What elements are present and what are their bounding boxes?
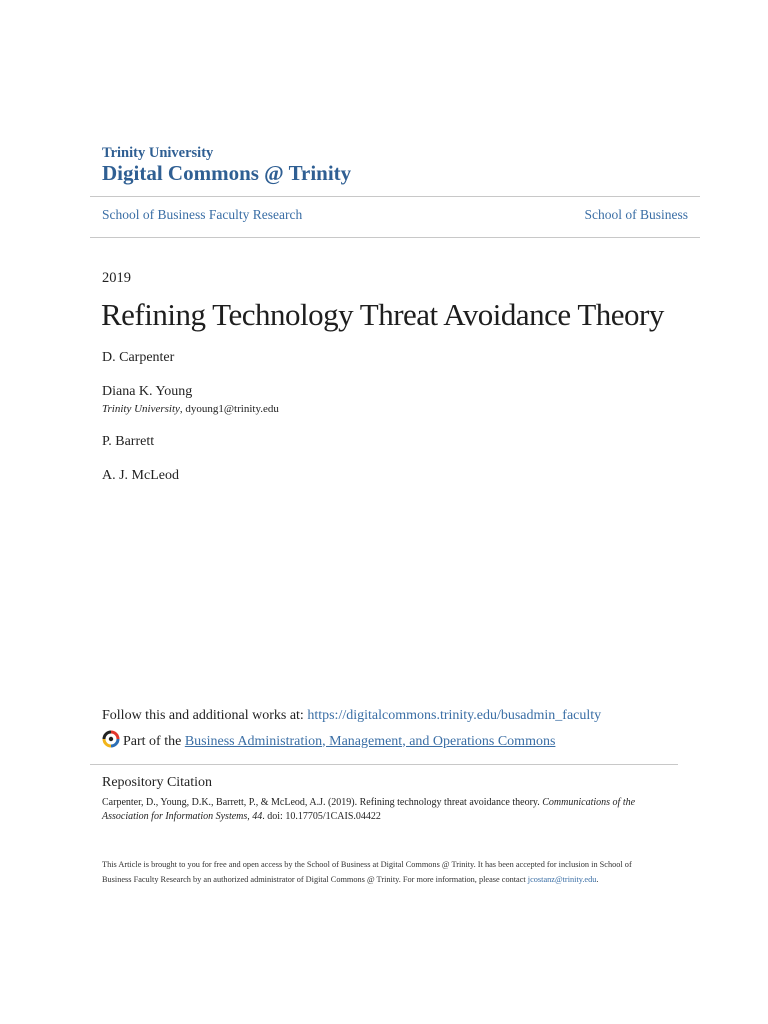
access-notice — [102, 857, 662, 887]
notice-text: This Article is brought to you for free and open access by the School of Business at Digital Commons @ Trinity. It has been accepted for inclusion in School of Business Faculty Research by an authorized administrator of Digital Commons @ Trinity. For more information, please contact — [102, 860, 632, 884]
notice-end: . — [596, 875, 599, 884]
header-rule-bottom — [90, 237, 700, 238]
citation-rule — [90, 764, 678, 765]
institution-name: Trinity University — [102, 145, 214, 161]
author-name: D. Carpenter — [102, 350, 175, 365]
citation-heading: Repository Citation — [102, 775, 213, 790]
collection-link[interactable]: School of Business Faculty Research — [102, 207, 303, 222]
follow-prefix: Follow this and additional works at: — [102, 708, 308, 723]
header-rule-top — [90, 196, 700, 197]
author-name: Diana K. Young — [102, 384, 193, 399]
author-email: , dyoung1@trinity.edu — [179, 403, 279, 415]
citation-journal: Communications of the Association for Information Systems, 44 — [102, 797, 636, 822]
follow-line — [102, 708, 601, 724]
bepress-network-icon — [102, 730, 123, 753]
school-link[interactable]: School of Business — [584, 207, 688, 222]
citation-doi: . doi: 10.17705/1CAIS.04422 — [262, 811, 381, 822]
commons-link[interactable]: Business Administration, Management, and Operations Commons — [184, 733, 556, 749]
citation-text — [102, 796, 662, 824]
publication-year: 2019 — [102, 270, 131, 286]
part-of-prefix: Part of the — [123, 733, 182, 749]
author-name: A. J. McLeod — [102, 468, 179, 483]
citation-plain: Carpenter, D., Young, D.K., Barrett, P., & McLeod, A.J. (2019). Refining technology threat avoidance theory. — [102, 797, 543, 808]
contact-email-link[interactable]: jcostanz@trinity.edu — [527, 875, 597, 884]
author-name: P. Barrett — [102, 434, 155, 449]
part-of-line — [102, 730, 555, 753]
repository-name[interactable]: Digital Commons @ Trinity — [102, 161, 352, 185]
author-affiliation — [102, 403, 279, 415]
follow-url-link[interactable]: https://digitalcommons.trinity.edu/busadmin_faculty — [307, 708, 602, 723]
article-title: Refining Technology Threat Avoidance Theory — [101, 297, 664, 332]
affiliation-institution: Trinity University — [102, 403, 180, 415]
